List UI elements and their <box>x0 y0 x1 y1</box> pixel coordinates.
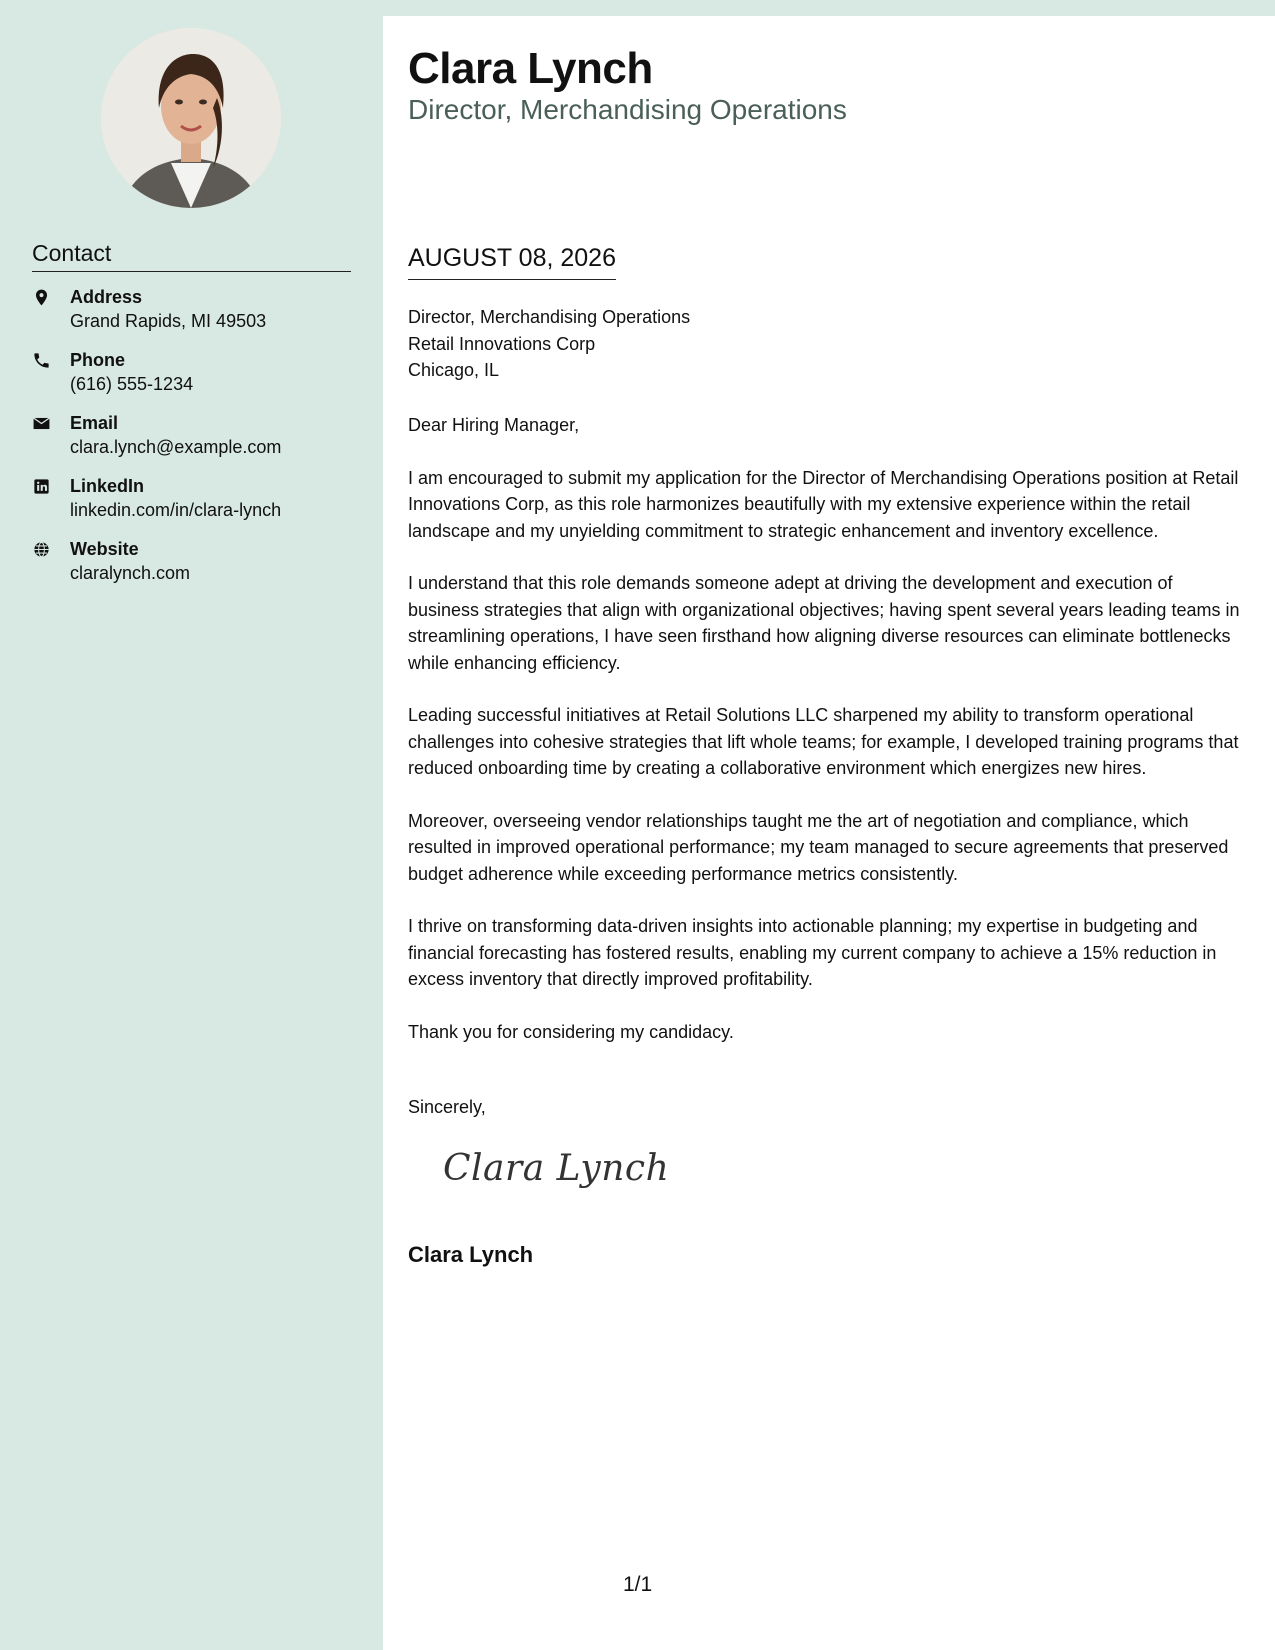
contact-item-email <box>32 412 362 475</box>
contact-item-address <box>32 286 362 349</box>
page-title: Clara Lynch <box>408 44 653 93</box>
sidebar <box>0 0 383 1650</box>
letter-date: AUGUST 08, 2026 <box>408 244 616 280</box>
signature: Clara Lynch <box>443 1148 670 1189</box>
contact-value: Grand Rapids, MI 49503 <box>70 311 267 331</box>
phone-icon <box>32 349 70 371</box>
contact-value: (616) 555-1234 <box>70 374 194 394</box>
paragraph: Thank you for considering my candidacy. <box>408 1021 734 1042</box>
contact-item-linkedin <box>32 475 362 538</box>
recipient-line: Retail Innovations Corp <box>408 333 596 354</box>
contact-label: LinkedIn <box>70 476 145 496</box>
contact-item-phone <box>32 349 362 412</box>
page-number: 1/1 <box>623 1573 653 1596</box>
paragraph: I am encouraged to submit my application for the Director of Merchandising Operations position at Retail Innovations Corp, as this role harmonizes beautifully with my extensive experience within the retail landscape and my unyielding commitment to strategic enhancement and inventory excellence. <box>408 467 1239 541</box>
profile-photo <box>101 28 281 208</box>
contact-item-website <box>32 538 362 601</box>
globe-icon <box>32 538 70 560</box>
contact-label: Website <box>70 539 139 559</box>
salutation: Dear Hiring Manager, <box>408 415 580 435</box>
contact-value: claralynch.com <box>70 563 191 583</box>
paragraph: I understand that this role demands someone adept at driving the development and execution of business strategies that align with organizational objectives; having spent several years leading teams in streamlining operations, I have seen firsthand how aligning diverse resources can eliminate bottlenecks while enhancing efficiency. <box>408 573 1240 673</box>
recipient-block <box>408 304 690 384</box>
contact-heading: Contact <box>32 240 351 272</box>
recipient-line: Director, Merchandising Operations <box>408 307 691 327</box>
contact-label: Email <box>70 413 119 433</box>
paragraph: Moreover, overseeing vendor relationships taught me the art of negotiation and compliance, which resulted in improved operational performance; my team managed to secure agreements that preserved budget adherence while exceeding performance metrics consistently. <box>408 810 1229 884</box>
contact-label: Address <box>70 287 143 307</box>
letter-body <box>408 412 1248 1071</box>
contact-list <box>32 286 362 601</box>
recipient-line: Chicago, IL <box>408 360 500 380</box>
avatar <box>101 28 281 208</box>
envelope-icon <box>32 412 70 434</box>
contact-value: clara.lynch@example.com <box>70 437 282 457</box>
paragraph: I thrive on transforming data-driven insights into actionable planning; my expertise in budgeting and financial forecasting has fostered results, enabling my current company to achieve a 15% reduction in excess inventory that directly improved profitability. <box>408 916 1217 989</box>
paragraph: Leading successful initiatives at Retail Solutions LLC sharpened my ability to transform operational challenges into cohesive strategies that lift whole teams; for example, I developed training programs that reduced onboarding time by creating a collaborative environment which energizes new hires. <box>408 705 1239 778</box>
location-pin-icon <box>32 286 70 308</box>
job-title: Director, Merchandising Operations <box>408 94 847 125</box>
linkedin-icon <box>32 475 70 497</box>
signer-name: Clara Lynch <box>408 1242 534 1267</box>
closing: Sincerely, <box>408 1097 486 1117</box>
letter-page <box>383 16 1275 1650</box>
contact-label: Phone <box>70 350 126 370</box>
contact-value: linkedin.com/in/clara-lynch <box>70 500 282 520</box>
